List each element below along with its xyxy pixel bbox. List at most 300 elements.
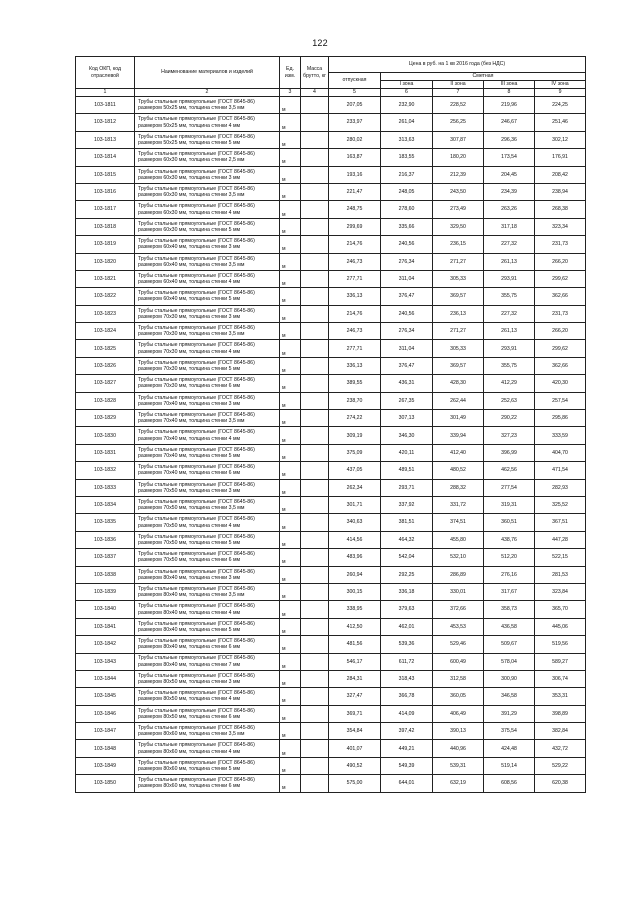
header-release: отпускная	[329, 73, 381, 89]
item-code: 103-1816	[76, 183, 135, 200]
item-code: 103-1836	[76, 531, 135, 548]
price-zone-3: 276,16	[484, 566, 535, 583]
price-zone-1: 539,36	[381, 636, 433, 653]
price-zone-2: 228,52	[433, 97, 484, 114]
price-zone-2: 286,89	[433, 566, 484, 583]
item-unit: м	[280, 218, 301, 235]
table-row	[76, 496, 586, 513]
price-zone-4: 362,66	[535, 357, 586, 374]
item-name: Трубы стальные прямоугольные (ГОСТ 8645-86) размером 70х50 мм, толщина стенки 6 мм	[135, 549, 280, 566]
price-zone-2: 529,46	[433, 636, 484, 653]
table-row	[76, 705, 586, 722]
item-unit: м	[280, 740, 301, 757]
price-zone-4: 519,56	[535, 636, 586, 653]
price-zone-2: 331,72	[433, 496, 484, 513]
price-zone-4: 365,70	[535, 601, 586, 618]
price-zone-3: 261,13	[484, 323, 535, 340]
price-release: 246,73	[329, 323, 381, 340]
price-release: 336,13	[329, 357, 381, 374]
price-zone-1: 276,34	[381, 323, 433, 340]
price-zone-2: 532,10	[433, 549, 484, 566]
price-zone-1: 436,31	[381, 375, 433, 392]
price-zone-2: 453,53	[433, 618, 484, 635]
item-code: 103-1820	[76, 253, 135, 270]
item-name: Трубы стальные прямоугольные (ГОСТ 8645-86) размером 70х40 мм, толщина стенки 5 мм	[135, 444, 280, 461]
table-row	[76, 253, 586, 270]
item-code: 103-1827	[76, 375, 135, 392]
price-release: 221,47	[329, 183, 381, 200]
price-zone-1: 278,60	[381, 201, 433, 218]
price-zone-1: 183,55	[381, 149, 433, 166]
price-zone-1: 232,90	[381, 97, 433, 114]
column-number: 8	[484, 89, 535, 97]
table-row	[76, 97, 586, 114]
price-zone-3: 219,96	[484, 97, 535, 114]
item-name: Трубы стальные прямоугольные (ГОСТ 8645-86) размером 70х40 мм, толщина стенки 4 мм	[135, 427, 280, 444]
price-release: 277,71	[329, 340, 381, 357]
table-row	[76, 392, 586, 409]
item-mass	[301, 618, 329, 635]
price-zone-2: 236,15	[433, 236, 484, 253]
item-unit: м	[280, 323, 301, 340]
price-release: 437,05	[329, 462, 381, 479]
item-name: Трубы стальные прямоугольные (ГОСТ 8645-86) размером 50х25 мм, толщина стенки 4 мм	[135, 114, 280, 131]
table-row	[76, 775, 586, 792]
table-row	[76, 514, 586, 531]
price-zone-2: 455,80	[433, 531, 484, 548]
item-unit: м	[280, 340, 301, 357]
price-zone-3: 438,76	[484, 531, 535, 548]
price-zone-1: 216,37	[381, 166, 433, 183]
price-release: 354,84	[329, 723, 381, 740]
price-zone-4: 295,86	[535, 410, 586, 427]
price-release: 214,76	[329, 236, 381, 253]
price-zone-1: 267,35	[381, 392, 433, 409]
price-zone-3: 246,67	[484, 114, 535, 131]
item-code: 103-1826	[76, 357, 135, 374]
price-zone-2: 271,27	[433, 253, 484, 270]
price-zone-4: 432,72	[535, 740, 586, 757]
price-zone-3: 300,90	[484, 670, 535, 687]
item-mass	[301, 514, 329, 531]
table-row	[76, 375, 586, 392]
price-zone-1: 397,42	[381, 723, 433, 740]
price-zone-2: 374,51	[433, 514, 484, 531]
item-mass	[301, 149, 329, 166]
price-zone-3: 317,67	[484, 583, 535, 600]
price-zone-2: 360,05	[433, 688, 484, 705]
price-zone-2: 480,52	[433, 462, 484, 479]
item-unit: м	[280, 444, 301, 461]
price-zone-3: 578,04	[484, 653, 535, 670]
item-code: 103-1815	[76, 166, 135, 183]
item-unit: м	[280, 236, 301, 253]
item-code: 103-1850	[76, 775, 135, 792]
price-release: 193,16	[329, 166, 381, 183]
item-unit: м	[280, 670, 301, 687]
item-name: Трубы стальные прямоугольные (ГОСТ 8645-86) размером 60х40 мм, толщина стенки 5 мм	[135, 288, 280, 305]
price-zone-3: 358,73	[484, 601, 535, 618]
price-zone-2: 539,31	[433, 757, 484, 774]
item-mass	[301, 288, 329, 305]
item-code: 103-1825	[76, 340, 135, 357]
table-row	[76, 114, 586, 131]
item-name: Трубы стальные прямоугольные (ГОСТ 8645-86) размером 80х50 мм, толщина стенки 3 мм	[135, 670, 280, 687]
item-unit: м	[280, 201, 301, 218]
item-code: 103-1838	[76, 566, 135, 583]
item-code: 103-1823	[76, 305, 135, 322]
price-release: 233,97	[329, 114, 381, 131]
price-zone-1: 611,72	[381, 653, 433, 670]
price-zone-4: 281,53	[535, 566, 586, 583]
price-release: 490,52	[329, 757, 381, 774]
item-unit: м	[280, 618, 301, 635]
item-name: Трубы стальные прямоугольные (ГОСТ 8645-86) размером 60х40 мм, толщина стенки 3 мм	[135, 236, 280, 253]
table-row	[76, 549, 586, 566]
item-code: 103-1811	[76, 97, 135, 114]
item-unit: м	[280, 131, 301, 148]
price-zone-3: 355,75	[484, 288, 535, 305]
item-mass	[301, 410, 329, 427]
price-zone-2: 339,94	[433, 427, 484, 444]
item-mass	[301, 183, 329, 200]
price-zone-1: 335,66	[381, 218, 433, 235]
item-mass	[301, 583, 329, 600]
item-name: Трубы стальные прямоугольные (ГОСТ 8645-86) размером 80х60 мм, толщина стенки 4 мм	[135, 740, 280, 757]
price-zone-3: 608,56	[484, 775, 535, 792]
item-mass	[301, 670, 329, 687]
item-mass	[301, 270, 329, 287]
price-zone-3: 396,99	[484, 444, 535, 461]
price-zone-4: 323,34	[535, 218, 586, 235]
table-row	[76, 740, 586, 757]
price-release: 309,19	[329, 427, 381, 444]
item-unit: м	[280, 636, 301, 653]
price-zone-2: 305,33	[433, 270, 484, 287]
item-name: Трубы стальные прямоугольные (ГОСТ 8645-86) размером 60х30 мм, толщина стенки 5 мм	[135, 218, 280, 235]
column-number: 5	[329, 89, 381, 97]
price-release: 340,63	[329, 514, 381, 531]
column-number: 2	[135, 89, 280, 97]
price-zone-3: 462,56	[484, 462, 535, 479]
item-name: Трубы стальные прямоугольные (ГОСТ 8645-86) размером 50х25 мм, толщина стенки 5 мм	[135, 131, 280, 148]
price-zone-1: 346,30	[381, 427, 433, 444]
item-code: 103-1818	[76, 218, 135, 235]
column-number: 3	[280, 89, 301, 97]
item-unit: м	[280, 531, 301, 548]
column-number: 4	[301, 89, 329, 97]
table-row	[76, 218, 586, 235]
price-zone-4: 282,93	[535, 479, 586, 496]
price-zone-2: 243,50	[433, 183, 484, 200]
item-code: 103-1841	[76, 618, 135, 635]
price-zone-4: 176,91	[535, 149, 586, 166]
price-zone-1: 449,21	[381, 740, 433, 757]
item-name: Трубы стальные прямоугольные (ГОСТ 8645-86) размером 70х40 мм, толщина стенки 3 мм	[135, 392, 280, 409]
price-release: 280,02	[329, 131, 381, 148]
item-unit: м	[280, 253, 301, 270]
price-release: 299,69	[329, 218, 381, 235]
table-row	[76, 723, 586, 740]
table-row	[76, 427, 586, 444]
item-name: Трубы стальные прямоугольные (ГОСТ 8645-86) размером 60х30 мм, толщина стенки 3 мм	[135, 166, 280, 183]
item-code: 103-1845	[76, 688, 135, 705]
item-code: 103-1834	[76, 496, 135, 513]
price-zone-4: 306,74	[535, 670, 586, 687]
price-zone-1: 311,04	[381, 340, 433, 357]
table-row	[76, 183, 586, 200]
item-unit: м	[280, 357, 301, 374]
item-code: 103-1822	[76, 288, 135, 305]
table-row	[76, 444, 586, 461]
item-mass	[301, 653, 329, 670]
item-mass	[301, 305, 329, 322]
item-code: 103-1849	[76, 757, 135, 774]
item-name: Трубы стальные прямоугольные (ГОСТ 8645-86) размером 70х50 мм, толщина стенки 3,5 мм	[135, 496, 280, 513]
price-release: 481,56	[329, 636, 381, 653]
price-zone-2: 312,58	[433, 670, 484, 687]
price-zone-4: 529,22	[535, 757, 586, 774]
item-unit: м	[280, 166, 301, 183]
item-name: Трубы стальные прямоугольные (ГОСТ 8645-86) размером 50х25 мм, толщина стенки 3,5 мм	[135, 97, 280, 114]
price-release: 336,13	[329, 288, 381, 305]
item-name: Трубы стальные прямоугольные (ГОСТ 8645-86) размером 70х40 мм, толщина стенки 3,5 мм	[135, 410, 280, 427]
price-zone-4: 362,66	[535, 288, 586, 305]
item-unit: м	[280, 479, 301, 496]
table-row	[76, 531, 586, 548]
item-unit: м	[280, 496, 301, 513]
price-release: 277,71	[329, 270, 381, 287]
item-name: Трубы стальные прямоугольные (ГОСТ 8645-86) размером 70х50 мм, толщина стенки 5 мм	[135, 531, 280, 548]
price-zone-1: 376,47	[381, 288, 433, 305]
item-mass	[301, 97, 329, 114]
header-zone-1: I зона	[381, 81, 433, 89]
price-zone-4: 238,94	[535, 183, 586, 200]
price-zone-1: 644,01	[381, 775, 433, 792]
price-zone-1: 464,32	[381, 531, 433, 548]
item-unit: м	[280, 392, 301, 409]
item-code: 103-1848	[76, 740, 135, 757]
table-row	[76, 270, 586, 287]
item-mass	[301, 479, 329, 496]
item-unit: м	[280, 653, 301, 670]
table-row	[76, 305, 586, 322]
price-zone-2: 212,39	[433, 166, 484, 183]
price-zone-3: 277,54	[484, 479, 535, 496]
table-row	[76, 618, 586, 635]
price-zone-1: 379,63	[381, 601, 433, 618]
item-unit: м	[280, 288, 301, 305]
page-number: 122	[312, 38, 328, 48]
item-name: Трубы стальные прямоугольные (ГОСТ 8645-86) размером 70х30 мм, толщина стенки 6 мм	[135, 375, 280, 392]
item-name: Трубы стальные прямоугольные (ГОСТ 8645-86) размером 80х40 мм, толщина стенки 6 мм	[135, 636, 280, 653]
item-mass	[301, 131, 329, 148]
price-zone-4: 299,62	[535, 340, 586, 357]
table-row	[76, 601, 586, 618]
price-zone-1: 337,92	[381, 496, 433, 513]
item-mass	[301, 757, 329, 774]
price-release: 338,95	[329, 601, 381, 618]
item-name: Трубы стальные прямоугольные (ГОСТ 8645-86) размером 70х50 мм, толщина стенки 4 мм	[135, 514, 280, 531]
price-zone-4: 404,70	[535, 444, 586, 461]
item-name: Трубы стальные прямоугольные (ГОСТ 8645-86) размером 70х30 мм, толщина стенки 3 мм	[135, 305, 280, 322]
price-zone-3: 375,54	[484, 723, 535, 740]
item-code: 103-1830	[76, 427, 135, 444]
item-name: Трубы стальные прямоугольные (ГОСТ 8645-86) размером 80х50 мм, толщина стенки 6 мм	[135, 705, 280, 722]
price-zone-3: 234,39	[484, 183, 535, 200]
item-unit: м	[280, 688, 301, 705]
price-zone-4: 231,73	[535, 305, 586, 322]
price-release: 163,87	[329, 149, 381, 166]
price-zone-1: 307,13	[381, 410, 433, 427]
header-unit: Ед. изм.	[280, 57, 301, 89]
item-code: 103-1839	[76, 583, 135, 600]
price-zone-3: 227,32	[484, 305, 535, 322]
price-zone-3: 412,29	[484, 375, 535, 392]
item-unit: м	[280, 723, 301, 740]
item-code: 103-1813	[76, 131, 135, 148]
item-name: Трубы стальные прямоугольные (ГОСТ 8645-86) размером 70х30 мм, толщина стенки 3,5 мм	[135, 323, 280, 340]
header-mass: Масса брутто, кг	[301, 57, 329, 89]
price-release: 238,70	[329, 392, 381, 409]
price-zone-4: 367,51	[535, 514, 586, 531]
price-release: 375,09	[329, 444, 381, 461]
price-zone-1: 318,43	[381, 670, 433, 687]
price-release: 414,56	[329, 531, 381, 548]
price-zone-3: 317,18	[484, 218, 535, 235]
item-mass	[301, 340, 329, 357]
price-zone-4: 224,25	[535, 97, 586, 114]
item-code: 103-1832	[76, 462, 135, 479]
item-name: Трубы стальные прямоугольные (ГОСТ 8645-86) размером 80х40 мм, толщина стенки 3 мм	[135, 566, 280, 583]
item-unit: м	[280, 775, 301, 792]
price-zone-1: 336,18	[381, 583, 433, 600]
price-release: 483,96	[329, 549, 381, 566]
price-zone-1: 381,51	[381, 514, 433, 531]
item-code: 103-1817	[76, 201, 135, 218]
item-unit: м	[280, 114, 301, 131]
item-name: Трубы стальные прямоугольные (ГОСТ 8645-86) размером 80х40 мм, толщина стенки 3,5 мм	[135, 583, 280, 600]
table-row	[76, 357, 586, 374]
price-zone-4: 323,84	[535, 583, 586, 600]
item-code: 103-1814	[76, 149, 135, 166]
price-zone-2: 329,50	[433, 218, 484, 235]
item-code: 103-1824	[76, 323, 135, 340]
price-zone-4: 589,27	[535, 653, 586, 670]
price-table	[75, 56, 586, 793]
table-row	[76, 410, 586, 427]
price-zone-3: 512,20	[484, 549, 535, 566]
price-zone-3: 519,14	[484, 757, 535, 774]
table-row	[76, 757, 586, 774]
price-zone-1: 376,47	[381, 357, 433, 374]
price-zone-4: 445,06	[535, 618, 586, 635]
price-zone-3: 263,26	[484, 201, 535, 218]
price-zone-1: 414,09	[381, 705, 433, 722]
item-unit: м	[280, 149, 301, 166]
price-zone-2: 406,49	[433, 705, 484, 722]
item-mass	[301, 688, 329, 705]
price-zone-2: 236,13	[433, 305, 484, 322]
item-code: 103-1829	[76, 410, 135, 427]
price-zone-3: 509,67	[484, 636, 535, 653]
price-zone-2: 632,19	[433, 775, 484, 792]
price-zone-1: 420,11	[381, 444, 433, 461]
item-name: Трубы стальные прямоугольные (ГОСТ 8645-86) размером 80х40 мм, толщина стенки 7 мм	[135, 653, 280, 670]
price-zone-2: 412,40	[433, 444, 484, 461]
item-unit: м	[280, 514, 301, 531]
table-row	[76, 653, 586, 670]
price-zone-3: 290,22	[484, 410, 535, 427]
item-name: Трубы стальные прямоугольные (ГОСТ 8645-86) размером 80х60 мм, толщина стенки 6 мм	[135, 775, 280, 792]
price-zone-1: 240,56	[381, 236, 433, 253]
item-mass	[301, 496, 329, 513]
price-zone-4: 299,62	[535, 270, 586, 287]
item-mass	[301, 723, 329, 740]
item-unit: м	[280, 566, 301, 583]
table-row	[76, 688, 586, 705]
item-code: 103-1812	[76, 114, 135, 131]
item-name: Трубы стальные прямоугольные (ГОСТ 8645-86) размером 60х30 мм, толщина стенки 2,5 мм	[135, 149, 280, 166]
price-zone-1: 489,51	[381, 462, 433, 479]
item-mass	[301, 601, 329, 618]
price-zone-4: 522,15	[535, 549, 586, 566]
price-zone-3: 360,51	[484, 514, 535, 531]
item-name: Трубы стальные прямоугольные (ГОСТ 8645-86) размером 80х40 мм, толщина стенки 4 мм	[135, 601, 280, 618]
item-name: Трубы стальные прямоугольные (ГОСТ 8645-86) размером 60х40 мм, толщина стенки 4 мм	[135, 270, 280, 287]
price-zone-4: 208,42	[535, 166, 586, 183]
price-release: 301,71	[329, 496, 381, 513]
table-row	[76, 201, 586, 218]
table-row	[76, 479, 586, 496]
price-zone-4: 257,54	[535, 392, 586, 409]
price-zone-1: 293,71	[381, 479, 433, 496]
item-mass	[301, 114, 329, 131]
price-zone-2: 428,30	[433, 375, 484, 392]
item-mass	[301, 375, 329, 392]
price-zone-4: 302,12	[535, 131, 586, 148]
column-number: 7	[433, 89, 484, 97]
item-mass	[301, 253, 329, 270]
column-number-row	[76, 89, 586, 97]
item-name: Трубы стальные прямоугольные (ГОСТ 8645-86) размером 80х50 мм, толщина стенки 4 мм	[135, 688, 280, 705]
item-name: Трубы стальные прямоугольные (ГОСТ 8645-86) размером 70х40 мм, толщина стенки 6 мм	[135, 462, 280, 479]
item-code: 103-1828	[76, 392, 135, 409]
item-mass	[301, 740, 329, 757]
table-row	[76, 340, 586, 357]
price-zone-3: 227,32	[484, 236, 535, 253]
price-zone-1: 366,78	[381, 688, 433, 705]
price-zone-2: 273,49	[433, 201, 484, 218]
header-zone-3: III зона	[484, 81, 535, 89]
price-zone-3: 293,91	[484, 270, 535, 287]
table-body	[76, 97, 586, 793]
price-zone-1: 313,63	[381, 131, 433, 148]
item-code: 103-1835	[76, 514, 135, 531]
item-mass	[301, 444, 329, 461]
price-zone-3: 327,23	[484, 427, 535, 444]
price-release: 246,73	[329, 253, 381, 270]
table-row	[76, 131, 586, 148]
item-mass	[301, 705, 329, 722]
price-zone-1: 292,25	[381, 566, 433, 583]
price-zone-3: 173,54	[484, 149, 535, 166]
price-zone-1: 248,05	[381, 183, 433, 200]
column-number: 1	[76, 89, 135, 97]
price-zone-4: 398,89	[535, 705, 586, 722]
price-release: 327,47	[329, 688, 381, 705]
item-unit: м	[280, 757, 301, 774]
